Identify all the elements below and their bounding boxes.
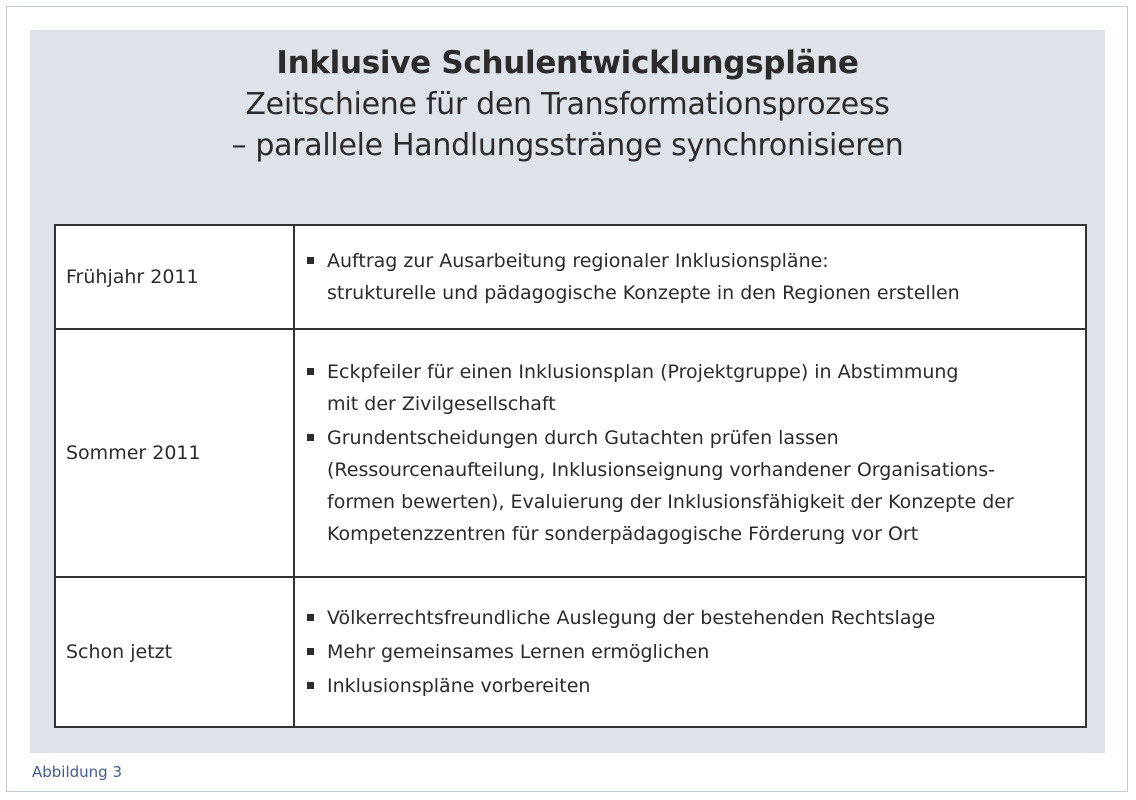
period-items	[294, 329, 1086, 577]
bullet-item	[306, 670, 1075, 702]
period-label: Frühjahr 2011	[55, 225, 294, 329]
bullet-text-line: Inklusionspläne vorbereiten	[327, 675, 591, 697]
bullet-list	[306, 602, 1075, 702]
bullet-text-line: Auftrag zur Ausarbeitung regionaler Inklusionspläne:	[327, 250, 829, 272]
bullet-item	[306, 636, 1075, 668]
bullet-text-line: Grundentscheidungen durch Gutachten prüfen lassen	[327, 427, 839, 449]
square-bullet-icon	[307, 257, 314, 264]
bullet-item	[306, 245, 1075, 309]
figure-heading	[30, 44, 1105, 164]
bullet-text-line: Mehr gemeinsames Lernen ermöglichen	[327, 641, 710, 663]
square-bullet-icon	[307, 682, 314, 689]
figure-caption: Abbildung 3	[32, 763, 123, 781]
period-items	[294, 577, 1086, 727]
figure-title: Inklusive Schulentwicklungspläne	[276, 45, 859, 81]
figure-subtitle-line-2: – parallele Handlungsstränge synchronisieren	[231, 128, 904, 163]
bullet-text-line: Kompetenzzentren für sonderpädagogische Förderung vor Ort	[327, 523, 919, 545]
figure-subtitle-line-1: Zeitschiene für den Transformationsprozess	[245, 87, 890, 122]
bullet-item	[306, 422, 1075, 550]
bullet-text-line: mit der Zivilgesellschaft	[327, 393, 556, 415]
bullet-list	[306, 245, 1075, 309]
timeline-row-already-now	[55, 577, 1086, 727]
square-bullet-icon	[307, 648, 314, 655]
period-label: Schon jetzt	[55, 577, 294, 727]
period-label: Sommer 2011	[55, 329, 294, 577]
bullet-list	[306, 356, 1075, 550]
square-bullet-icon	[307, 614, 314, 621]
bullet-item	[306, 356, 1075, 420]
bullet-text-line: strukturelle und pädagogische Konzepte in den Regionen erstellen	[327, 282, 960, 304]
square-bullet-icon	[307, 434, 314, 441]
bullet-text-line: (Ressourcenaufteilung, Inklusionseignung vorhandener Organisations-	[327, 459, 995, 481]
square-bullet-icon	[307, 368, 314, 375]
timeline-table	[54, 224, 1087, 728]
period-items	[294, 225, 1086, 329]
bullet-text-line: Eckpfeiler für einen Inklusionsplan (Projektgruppe) in Abstimmung	[327, 361, 959, 383]
bullet-item	[306, 602, 1075, 634]
bullet-text-line: Völkerrechtsfreundliche Auslegung der bestehenden Rechtslage	[327, 607, 936, 629]
timeline-row-spring-2011	[55, 225, 1086, 329]
timeline-row-summer-2011	[55, 329, 1086, 577]
bullet-text-line: formen bewerten), Evaluierung der Inklusionsfähigkeit der Konzepte der	[327, 491, 1014, 513]
